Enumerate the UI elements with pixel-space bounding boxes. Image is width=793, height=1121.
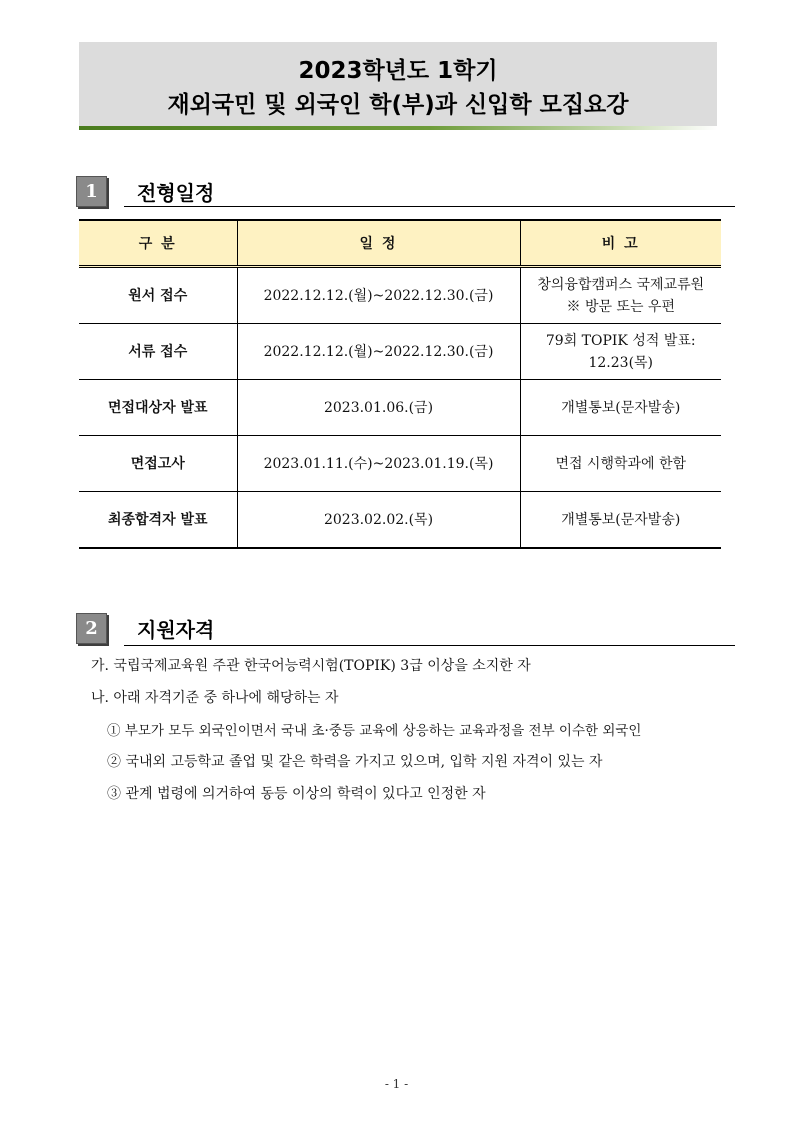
section-1-title: 전형일정 (137, 181, 215, 205)
requirement-item: 가. 국립국제교육원 주관 한국어능력시험(TOPIK) 3급 이상을 소지한 자 (91, 658, 531, 674)
title-banner (79, 42, 717, 126)
requirement-sub-item: ① 부모가 모두 외국인이면서 국내 초·중등 교육에 상응하는 교육과정을 전부 이수한 외국인 (107, 723, 642, 739)
row-note-line: 면접 시행학과에 한함 (555, 455, 687, 472)
row-note (520, 436, 721, 492)
page-title-line-1: 2023학년도 1학기 (298, 58, 498, 84)
row-category: 원서 접수 (79, 267, 237, 324)
row-category: 면접대상자 발표 (79, 380, 237, 436)
schedule-table (79, 219, 721, 549)
row-category: 면접고사 (79, 436, 237, 492)
row-date: 2022.12.12.(월)~2022.12.30.(금) (237, 324, 520, 380)
requirement-sub-item: ② 국내외 고등학교 졸업 및 같은 학력을 가지고 있으며, 입학 지원 자격이 있는 자 (107, 754, 603, 770)
table-row (79, 492, 721, 549)
requirement-sub-item: ③ 관계 법령에 의거하여 동등 이상의 학력이 있다고 인정한 자 (107, 786, 486, 802)
row-date: 2023.01.06.(금) (237, 380, 520, 436)
title-underline (79, 126, 717, 130)
row-note-line: 79회 TOPIK 성적 발표: (545, 332, 696, 349)
row-note-line: ※ 방문 또는 우편 (566, 298, 675, 315)
section-1-rule (124, 206, 735, 207)
table-row (79, 267, 721, 324)
row-note-line: 개별통보(문자발송) (561, 511, 681, 528)
row-category: 서류 접수 (79, 324, 237, 380)
row-note-line: 12.23(목) (588, 354, 654, 371)
page-number: - 1 - (384, 1077, 409, 1091)
row-note (520, 324, 721, 380)
section-2-number-badge: 2 (76, 613, 107, 644)
table-row (79, 380, 721, 436)
schedule-header-row (79, 220, 721, 267)
row-date: 2023.02.02.(목) (237, 492, 520, 549)
row-date: 2023.01.11.(수)~2023.01.19.(목) (237, 436, 520, 492)
header-date: 일 정 (237, 220, 520, 267)
row-date: 2022.12.12.(월)~2022.12.30.(금) (237, 267, 520, 324)
row-note (520, 380, 721, 436)
row-note-line: 창의융합캠퍼스 국제교류원 (537, 276, 705, 293)
row-category: 최종합격자 발표 (79, 492, 237, 549)
page-title-line-2: 재외국민 및 외국인 학(부)과 신입학 모집요강 (167, 92, 629, 118)
table-row (79, 436, 721, 492)
table-row (79, 324, 721, 380)
section-2-rule (124, 645, 735, 646)
requirement-item: 나. 아래 자격기준 중 하나에 해당하는 자 (91, 690, 339, 706)
row-note-line: 개별통보(문자발송) (561, 399, 681, 416)
section-1-number-badge: 1 (76, 176, 107, 207)
row-note (520, 492, 721, 549)
header-note: 비 고 (520, 220, 721, 267)
header-category: 구 분 (79, 220, 237, 267)
row-note (520, 267, 721, 324)
section-2-title: 지원자격 (137, 618, 215, 642)
